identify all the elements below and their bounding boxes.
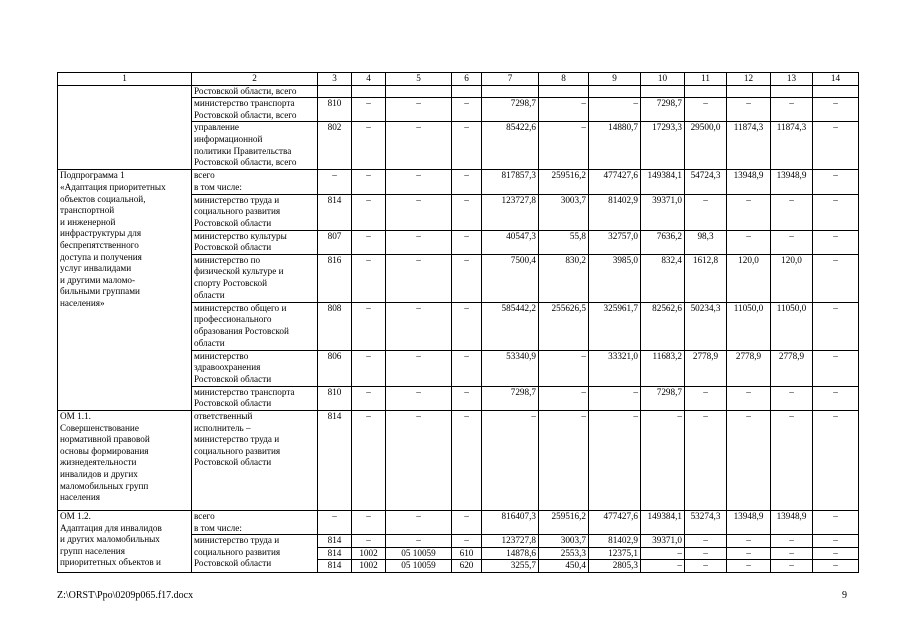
value-cell: 149384,1 (641, 510, 685, 534)
header-cell: 1 (58, 73, 192, 86)
executor-cell: министерство по физической культуре и спорту Ростовской области (192, 254, 318, 302)
header-cell: 3 (318, 73, 352, 86)
executor-cell: всего в том числе: (192, 170, 318, 194)
value-cell: – (727, 410, 771, 510)
value-cell: 814 (318, 410, 352, 510)
value-cell: – (727, 98, 771, 122)
value-cell: – (813, 410, 859, 510)
value-cell: – (813, 350, 859, 386)
value-cell: – (539, 98, 589, 122)
value-cell: 1002 (352, 547, 386, 560)
value-cell: 830,2 (539, 254, 589, 302)
value-cell: 7500,4 (482, 254, 539, 302)
value-cell: – (386, 98, 452, 122)
value-cell: 32757,0 (589, 230, 641, 254)
table-row (58, 170, 859, 194)
value-cell (352, 85, 386, 98)
value-cell: – (685, 410, 727, 510)
value-cell: – (386, 254, 452, 302)
value-cell: 11874,3 (727, 122, 771, 170)
value-cell: 2778,9 (771, 350, 813, 386)
value-cell: – (386, 510, 452, 534)
value-cell: 3003,7 (539, 535, 589, 548)
value-cell: 2553,3 (539, 547, 589, 560)
value-cell: – (386, 535, 452, 548)
value-cell: – (813, 560, 859, 573)
value-cell: 832,4 (641, 254, 685, 302)
value-cell: – (771, 547, 813, 560)
value-cell: – (352, 122, 386, 170)
value-cell: 17293,3 (641, 122, 685, 170)
value-cell: 13948,9 (727, 170, 771, 194)
value-cell: – (641, 547, 685, 560)
value-cell: – (386, 350, 452, 386)
value-cell: – (452, 302, 482, 350)
document-path: Z:\ORST\Ppo\0209p065.f17.docx (57, 590, 194, 601)
value-cell: 450,4 (539, 560, 589, 573)
value-cell: – (641, 410, 685, 510)
executor-cell: всего в том числе: (192, 510, 318, 534)
executor-cell: министерство труда и социального развития Ростовской области (192, 535, 318, 573)
value-cell: – (539, 122, 589, 170)
value-cell: – (452, 386, 482, 410)
value-cell: 11874,3 (771, 122, 813, 170)
value-cell: 39371,0 (641, 194, 685, 230)
value-cell: – (771, 194, 813, 230)
value-cell: 149384,1 (641, 170, 685, 194)
value-cell: – (813, 386, 859, 410)
value-cell: 7298,7 (482, 98, 539, 122)
value-cell: 3985,0 (589, 254, 641, 302)
value-cell: 82562,6 (641, 302, 685, 350)
value-cell: 259516,2 (539, 170, 589, 194)
page-number: 9 (842, 590, 847, 601)
value-cell: 817857,3 (482, 170, 539, 194)
value-cell: 807 (318, 230, 352, 254)
header-cell: 9 (589, 73, 641, 86)
value-cell: 802 (318, 122, 352, 170)
value-cell: – (352, 98, 386, 122)
value-cell: 7298,7 (641, 386, 685, 410)
value-cell: – (727, 560, 771, 573)
program-cell: ОМ 1.1. Совершенствование нормативной правовой основы формирования жизнедеятельности инвалидов и других маломобильных групп населения (58, 410, 192, 510)
value-cell: – (452, 535, 482, 548)
value-cell: 610 (452, 547, 482, 560)
value-cell: – (452, 410, 482, 510)
program-cell: ОМ 1.2. Адаптация для инвалидов и других маломобильных групп населения приоритетных объектов и (58, 510, 192, 572)
value-cell: – (813, 510, 859, 534)
value-cell: 39371,0 (641, 535, 685, 548)
table-row (58, 410, 859, 510)
value-cell: 11683,2 (641, 350, 685, 386)
value-cell: 85422,6 (482, 122, 539, 170)
value-cell: 816 (318, 254, 352, 302)
value-cell: – (452, 510, 482, 534)
table-row (58, 510, 859, 534)
value-cell: 1002 (352, 560, 386, 573)
value-cell: – (452, 98, 482, 122)
value-cell: – (386, 194, 452, 230)
value-cell: 3003,7 (539, 194, 589, 230)
value-cell: 1612,8 (685, 254, 727, 302)
value-cell: 05 10059 (386, 547, 452, 560)
value-cell: – (685, 560, 727, 573)
program-cell (58, 85, 192, 170)
value-cell: – (813, 302, 859, 350)
executor-cell: ответственный исполнитель – министерство труда и социального развития Ростовской области (192, 410, 318, 510)
value-cell: – (685, 194, 727, 230)
value-cell (386, 85, 452, 98)
value-cell: 98,3 (685, 230, 727, 254)
value-cell: – (685, 386, 727, 410)
value-cell: – (386, 386, 452, 410)
value-cell: – (352, 510, 386, 534)
value-cell: 40547,3 (482, 230, 539, 254)
value-cell: – (352, 386, 386, 410)
value-cell: – (386, 230, 452, 254)
value-cell: – (482, 410, 539, 510)
value-cell: – (452, 194, 482, 230)
value-cell (727, 85, 771, 98)
value-cell: 50234,3 (685, 302, 727, 350)
value-cell: – (771, 560, 813, 573)
value-cell: 814 (318, 560, 352, 573)
value-cell: 7636,2 (641, 230, 685, 254)
value-cell: – (589, 386, 641, 410)
value-cell: 810 (318, 98, 352, 122)
value-cell: – (352, 410, 386, 510)
header-cell: 5 (386, 73, 452, 86)
executor-cell: министерство транспорта Ростовской области (192, 386, 318, 410)
header-cell: 6 (452, 73, 482, 86)
value-cell: 2778,9 (727, 350, 771, 386)
header-cell: 8 (539, 73, 589, 86)
value-cell: 120,0 (771, 254, 813, 302)
value-cell: – (685, 535, 727, 548)
header-cell: 13 (771, 73, 813, 86)
value-cell: 81402,9 (589, 535, 641, 548)
value-cell: – (727, 547, 771, 560)
value-cell: 14878,6 (482, 547, 539, 560)
value-cell: – (452, 122, 482, 170)
value-cell: 808 (318, 302, 352, 350)
value-cell: 33321,0 (589, 350, 641, 386)
value-cell: 11050,0 (771, 302, 813, 350)
header-cell: 10 (641, 73, 685, 86)
value-cell: 55,8 (539, 230, 589, 254)
value-cell: – (589, 98, 641, 122)
value-cell: – (641, 560, 685, 573)
value-cell: – (452, 170, 482, 194)
value-cell: – (727, 386, 771, 410)
value-cell: 477427,6 (589, 510, 641, 534)
value-cell (813, 85, 859, 98)
table-row (58, 85, 859, 98)
value-cell: 54724,3 (685, 170, 727, 194)
value-cell: – (452, 350, 482, 386)
value-cell: 53340,9 (482, 350, 539, 386)
value-cell: – (813, 535, 859, 548)
value-cell: 814 (318, 535, 352, 548)
executor-cell: министерство культуры Ростовской области (192, 230, 318, 254)
value-cell: 12375,1 (589, 547, 641, 560)
value-cell: – (386, 410, 452, 510)
value-cell: – (727, 230, 771, 254)
value-cell (452, 85, 482, 98)
value-cell: 13948,9 (771, 170, 813, 194)
value-cell: 14880,7 (589, 122, 641, 170)
value-cell: – (352, 230, 386, 254)
value-cell: – (539, 386, 589, 410)
program-cell: Подпрограмма 1 «Адаптация приоритетных объектов социальной, транспортной и инженерной инфраструктуры для беспрепятственного доступа и получения услуг инвалидами и другими маломо- бильными группами населения» (58, 170, 192, 411)
value-cell: – (352, 535, 386, 548)
value-cell: 814 (318, 547, 352, 560)
header-cell: 2 (192, 73, 318, 86)
value-cell: 120,0 (727, 254, 771, 302)
value-cell: – (813, 98, 859, 122)
value-cell: 13948,9 (727, 510, 771, 534)
executor-cell: министерство транспорта Ростовской области, всего (192, 98, 318, 122)
value-cell: – (771, 386, 813, 410)
value-cell: – (352, 302, 386, 350)
header-cell: 7 (482, 73, 539, 86)
value-cell: – (318, 510, 352, 534)
header-cell: 11 (685, 73, 727, 86)
value-cell: 477427,6 (589, 170, 641, 194)
value-cell: 123727,8 (482, 194, 539, 230)
header-cell: 14 (813, 73, 859, 86)
value-cell: 3255,7 (482, 560, 539, 573)
value-cell: – (813, 194, 859, 230)
value-cell: – (452, 230, 482, 254)
value-cell: 11050,0 (727, 302, 771, 350)
value-cell: – (589, 410, 641, 510)
value-cell: – (318, 170, 352, 194)
value-cell: 255626,5 (539, 302, 589, 350)
value-cell: – (727, 535, 771, 548)
budget-table (57, 72, 859, 573)
value-cell: 806 (318, 350, 352, 386)
executor-cell: управление информационной политики Правительства Ростовской области, всего (192, 122, 318, 170)
value-cell: 259516,2 (539, 510, 589, 534)
value-cell: – (386, 170, 452, 194)
value-cell: – (727, 194, 771, 230)
value-cell: – (771, 230, 813, 254)
value-cell: – (539, 410, 589, 510)
value-cell (685, 85, 727, 98)
executor-cell: министерство труда и социального развития Ростовской области (192, 194, 318, 230)
value-cell: – (771, 410, 813, 510)
value-cell: – (539, 350, 589, 386)
value-cell: – (386, 122, 452, 170)
value-cell: 123727,8 (482, 535, 539, 548)
value-cell: – (386, 302, 452, 350)
header-cell: 4 (352, 73, 386, 86)
value-cell: 53274,3 (685, 510, 727, 534)
value-cell (641, 85, 685, 98)
value-cell: 7298,7 (482, 386, 539, 410)
value-cell: – (452, 254, 482, 302)
executor-cell: Ростовской области, всего (192, 85, 318, 98)
value-cell: 81402,9 (589, 194, 641, 230)
value-cell: – (813, 230, 859, 254)
value-cell: 325961,7 (589, 302, 641, 350)
value-cell (539, 85, 589, 98)
value-cell: 814 (318, 194, 352, 230)
value-cell: – (685, 98, 727, 122)
value-cell: – (352, 254, 386, 302)
value-cell: – (813, 254, 859, 302)
value-cell: – (352, 350, 386, 386)
value-cell: 816407,3 (482, 510, 539, 534)
value-cell: 13948,9 (771, 510, 813, 534)
value-cell: 29500,0 (685, 122, 727, 170)
value-cell: – (771, 535, 813, 548)
value-cell (771, 85, 813, 98)
value-cell: – (813, 122, 859, 170)
value-cell: 620 (452, 560, 482, 573)
value-cell: 7298,7 (641, 98, 685, 122)
value-cell: 2805,3 (589, 560, 641, 573)
header-row (58, 73, 859, 86)
executor-cell: министерство общего и профессионального образования Ростовской области (192, 302, 318, 350)
value-cell (589, 85, 641, 98)
value-cell: – (352, 170, 386, 194)
value-cell: 2778,9 (685, 350, 727, 386)
value-cell (318, 85, 352, 98)
value-cell: 810 (318, 386, 352, 410)
value-cell: 05 10059 (386, 560, 452, 573)
executor-cell: министерство здравоохранения Ростовской области (192, 350, 318, 386)
value-cell: – (813, 170, 859, 194)
value-cell: 585442,2 (482, 302, 539, 350)
value-cell (482, 85, 539, 98)
value-cell: – (771, 98, 813, 122)
value-cell: – (352, 194, 386, 230)
header-cell: 12 (727, 73, 771, 86)
value-cell: – (685, 547, 727, 560)
value-cell: – (813, 547, 859, 560)
